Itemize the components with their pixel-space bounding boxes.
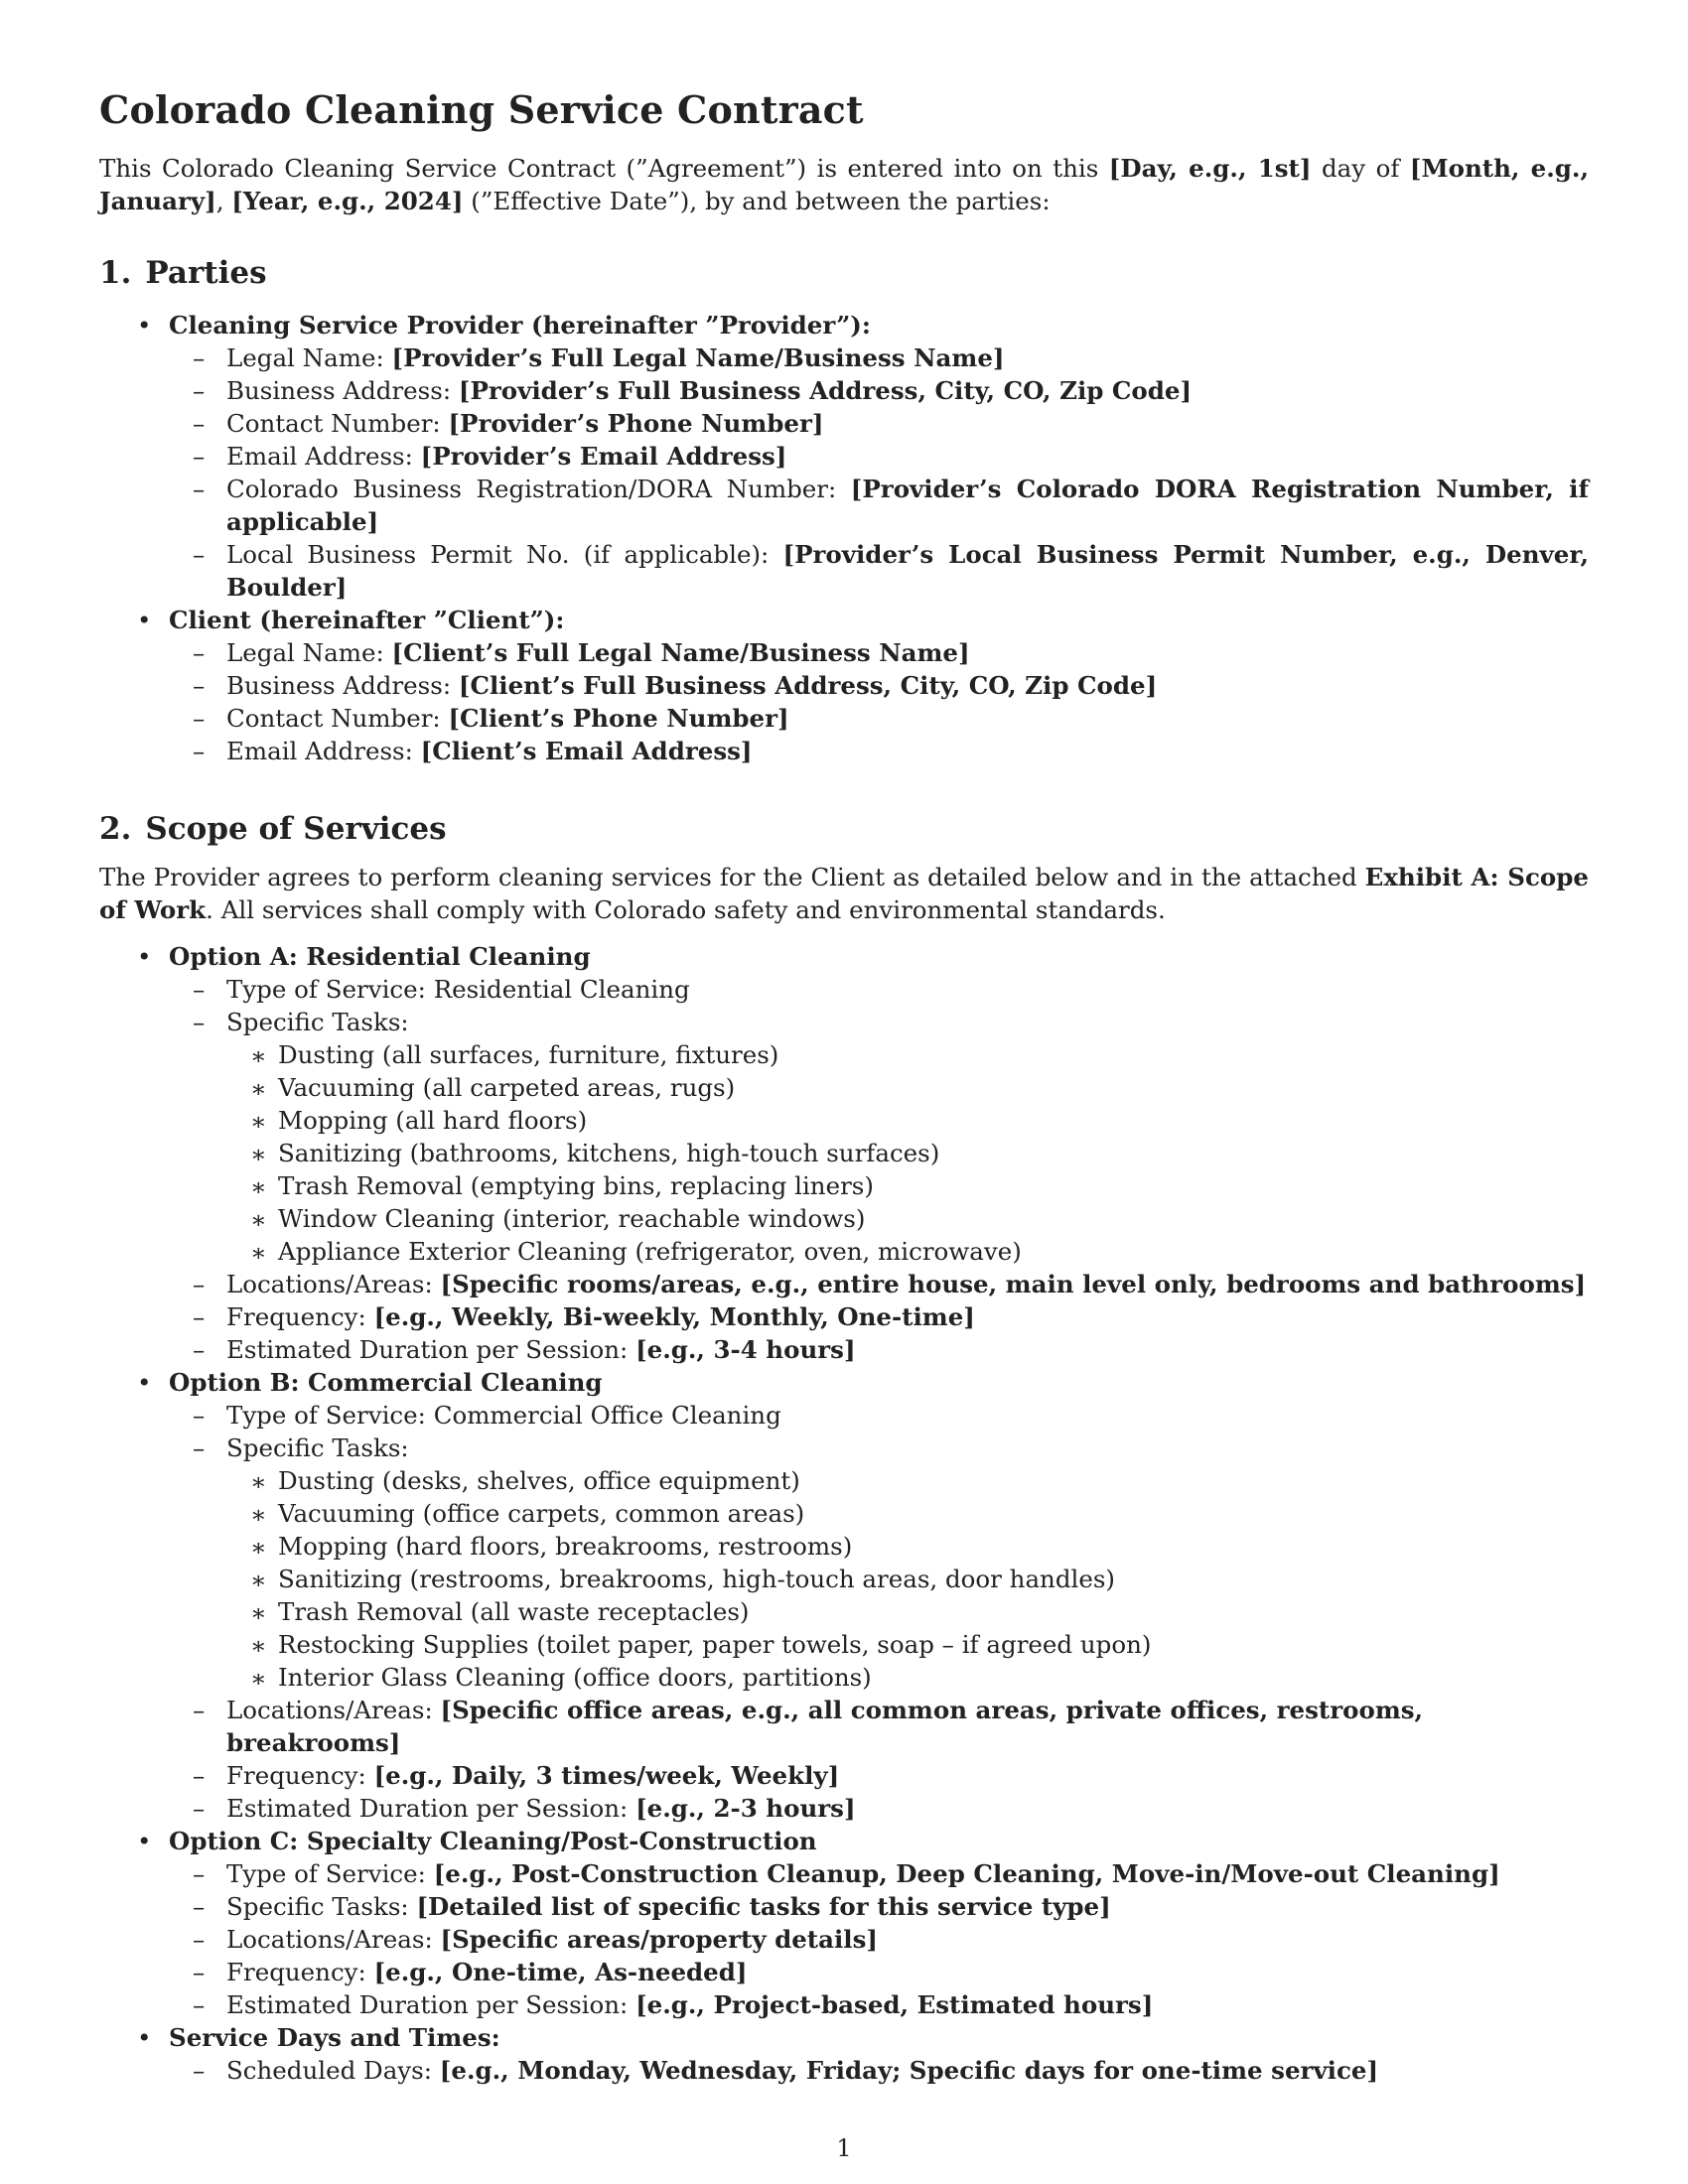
option-a-tasks xyxy=(226,1038,1589,1268)
list-item: – Colorado Business Registration/DORA Number: [Provider’s Colorado DORA Registration Number, if applicable] xyxy=(167,473,1589,538)
task-item: ∗ Mopping (hard floors, breakrooms, restrooms) xyxy=(226,1530,1589,1563)
task-item: ∗ Vacuuming (office carpets, common areas) xyxy=(226,1497,1589,1530)
option-b-details xyxy=(169,1399,1589,1825)
option-c-item xyxy=(99,1825,1589,2021)
list-item: – Frequency: [e.g., One-time, As-needed] xyxy=(167,1956,1589,1988)
list-item: – Locations/Areas: [Specific areas/property details] xyxy=(167,1923,1589,1956)
task-item: ∗ Sanitizing (restrooms, breakrooms, high-touch areas, door handles) xyxy=(226,1563,1589,1595)
option-a-item xyxy=(99,940,1589,1366)
option-c-heading: Option C: Specialty Cleaning/Post-Construction xyxy=(169,1827,817,1855)
list-item: – Locations/Areas: [Specific rooms/areas, e.g., entire house, main level only, bedrooms and bathrooms] xyxy=(167,1268,1589,1300)
task-item: ∗ Dusting (desks, shelves, office equipment) xyxy=(226,1464,1589,1497)
scope-intro: The Provider agrees to perform cleaning services for the Client as detailed below and in the attached Exhibit A: Scope of Work. All services shall comply with Colorado safety and environmental standards. xyxy=(99,863,1589,924)
services-list xyxy=(99,940,1589,2087)
list-item: – Type of Service: [e.g., Post-Construction Cleanup, Deep Cleaning, Move-in/Move-out Cleaning] xyxy=(167,1857,1589,1890)
service-days-details xyxy=(169,2054,1589,2087)
section-heading-scope: 2. Scope of Services xyxy=(99,811,447,847)
client-details xyxy=(169,636,1589,767)
year-placeholder: [Year, e.g., 2024] xyxy=(231,187,464,215)
day-placeholder: [Day, e.g., 1st] xyxy=(1108,154,1312,183)
provider-heading: Cleaning Service Provider (hereinafter ”Provider”): xyxy=(169,311,871,340)
task-item: ∗ Trash Removal (all waste receptacles) xyxy=(226,1595,1589,1628)
option-b-item xyxy=(99,1366,1589,1825)
list-item: – Contact Number: [Provider’s Phone Number] xyxy=(167,407,1589,440)
list-item: – Legal Name: [Client’s Full Legal Name/Business Name] xyxy=(167,636,1589,669)
list-item: – Local Business Permit No. (if applicable): [Provider’s Local Business Permit Number, e.g., Denver, Boulder] xyxy=(167,538,1589,604)
document-title: Colorado Cleaning Service Contract xyxy=(99,87,864,132)
document-page xyxy=(99,87,1589,2087)
list-item: – Email Address: [Provider’s Email Address] xyxy=(167,440,1589,473)
option-a-heading: Option A: Residential Cleaning xyxy=(169,942,591,971)
exhibit-reference: Exhibit A: Scope of Work xyxy=(99,863,1589,924)
task-item: ∗ Restocking Supplies (toilet paper, paper towels, soap – if agreed upon) xyxy=(226,1628,1589,1661)
list-item: – Specific Tasks: ∗ Dusting (desks, shelves, office equipment) ∗ Vacuuming (office carpets, common areas) ∗ Mopping (hard floors, breakrooms, restrooms) ∗ Sanitizing (restrooms, breakrooms, high-touch areas, door handles) ∗ Trash Removal (all waste receptacles) ∗ Restocking Supplies (toilet paper, paper towels, soap – if agreed upon) ∗ Interior Glass Cleaning (office doors, partitions) xyxy=(167,1432,1589,1694)
task-item: ∗ Dusting (all surfaces, furniture, fixtures) xyxy=(226,1038,1589,1071)
client-heading: Client (hereinafter ”Client”): xyxy=(169,606,565,634)
list-item: – Business Address: [Client’s Full Business Address, City, CO, Zip Code] xyxy=(167,669,1589,702)
parties-list xyxy=(99,309,1589,767)
list-item: – Frequency: [e.g., Daily, 3 times/week, Weekly] xyxy=(167,1759,1589,1792)
list-item: – Type of Service: Commercial Office Cleaning xyxy=(167,1399,1589,1432)
task-item: ∗ Trash Removal (emptying bins, replacing liners) xyxy=(226,1169,1589,1202)
intro-paragraph: This Colorado Cleaning Service Contract (”Agreement”) is entered into on this [Day, e.g., 1st] day of [Month, e.g., January], [Year, e.g., 2024] (”Effective Date”), by and between the parties: xyxy=(99,154,1589,215)
task-item: ∗ Appliance Exterior Cleaning (refrigerator, oven, microwave) xyxy=(226,1235,1589,1268)
task-item: ∗ Interior Glass Cleaning (office doors, partitions) xyxy=(226,1661,1589,1694)
provider-item xyxy=(99,309,1589,604)
section-heading-parties: 1. Parties xyxy=(99,255,267,291)
service-days-heading: Service Days and Times: xyxy=(169,2023,500,2052)
provider-details xyxy=(169,341,1589,604)
task-item: ∗ Vacuuming (all carpeted areas, rugs) xyxy=(226,1071,1589,1104)
list-item: – Email Address: [Client’s Email Address] xyxy=(167,735,1589,767)
list-item: – Estimated Duration per Session: [e.g., 3-4 hours] xyxy=(167,1333,1589,1366)
option-c-details xyxy=(169,1857,1589,2021)
task-item: ∗ Window Cleaning (interior, reachable windows) xyxy=(226,1202,1589,1235)
list-item: – Legal Name: [Provider’s Full Legal Name/Business Name] xyxy=(167,341,1589,374)
list-item: – Business Address: [Provider’s Full Business Address, City, CO, Zip Code] xyxy=(167,374,1589,407)
list-item: – Estimated Duration per Session: [e.g., Project-based, Estimated hours] xyxy=(167,1988,1589,2021)
list-item: – Locations/Areas: [Specific office areas, e.g., all common areas, private offices, restrooms, breakrooms] xyxy=(167,1694,1589,1759)
list-item: – Estimated Duration per Session: [e.g., 2-3 hours] xyxy=(167,1792,1589,1825)
task-item: ∗ Sanitizing (bathrooms, kitchens, high-touch surfaces) xyxy=(226,1137,1589,1169)
list-item: – Contact Number: [Client’s Phone Number] xyxy=(167,702,1589,735)
page-number: 1 xyxy=(836,2134,852,2162)
task-item: ∗ Mopping (all hard floors) xyxy=(226,1104,1589,1137)
list-item: – Scheduled Days: [e.g., Monday, Wednesday, Friday; Specific days for one-time service] xyxy=(167,2054,1589,2087)
option-b-heading: Option B: Commercial Cleaning xyxy=(169,1368,603,1397)
client-item xyxy=(99,604,1589,767)
option-a-details xyxy=(169,973,1589,1366)
option-b-tasks xyxy=(226,1464,1589,1694)
list-item: – Type of Service: Residential Cleaning xyxy=(167,973,1589,1006)
list-item: – Specific Tasks: ∗ Dusting (all surfaces, furniture, fixtures) ∗ Vacuuming (all carpeted areas, rugs) ∗ Mopping (all hard floors) ∗ Sanitizing (bathrooms, kitchens, high-touch surfaces) ∗ Trash Removal (emptying bins, replacing liners) ∗ Window Cleaning (interior, reachable windows) ∗ Appliance Exterior Cleaning (refrigerator, oven, microwave) xyxy=(167,1006,1589,1268)
service-days-item xyxy=(99,2021,1589,2087)
list-item: – Specific Tasks: [Detailed list of specific tasks for this service type] xyxy=(167,1890,1589,1923)
list-item: – Frequency: [e.g., Weekly, Bi-weekly, Monthly, One-time] xyxy=(167,1300,1589,1333)
month-placeholder: [Month, e.g., January] xyxy=(99,154,1589,215)
